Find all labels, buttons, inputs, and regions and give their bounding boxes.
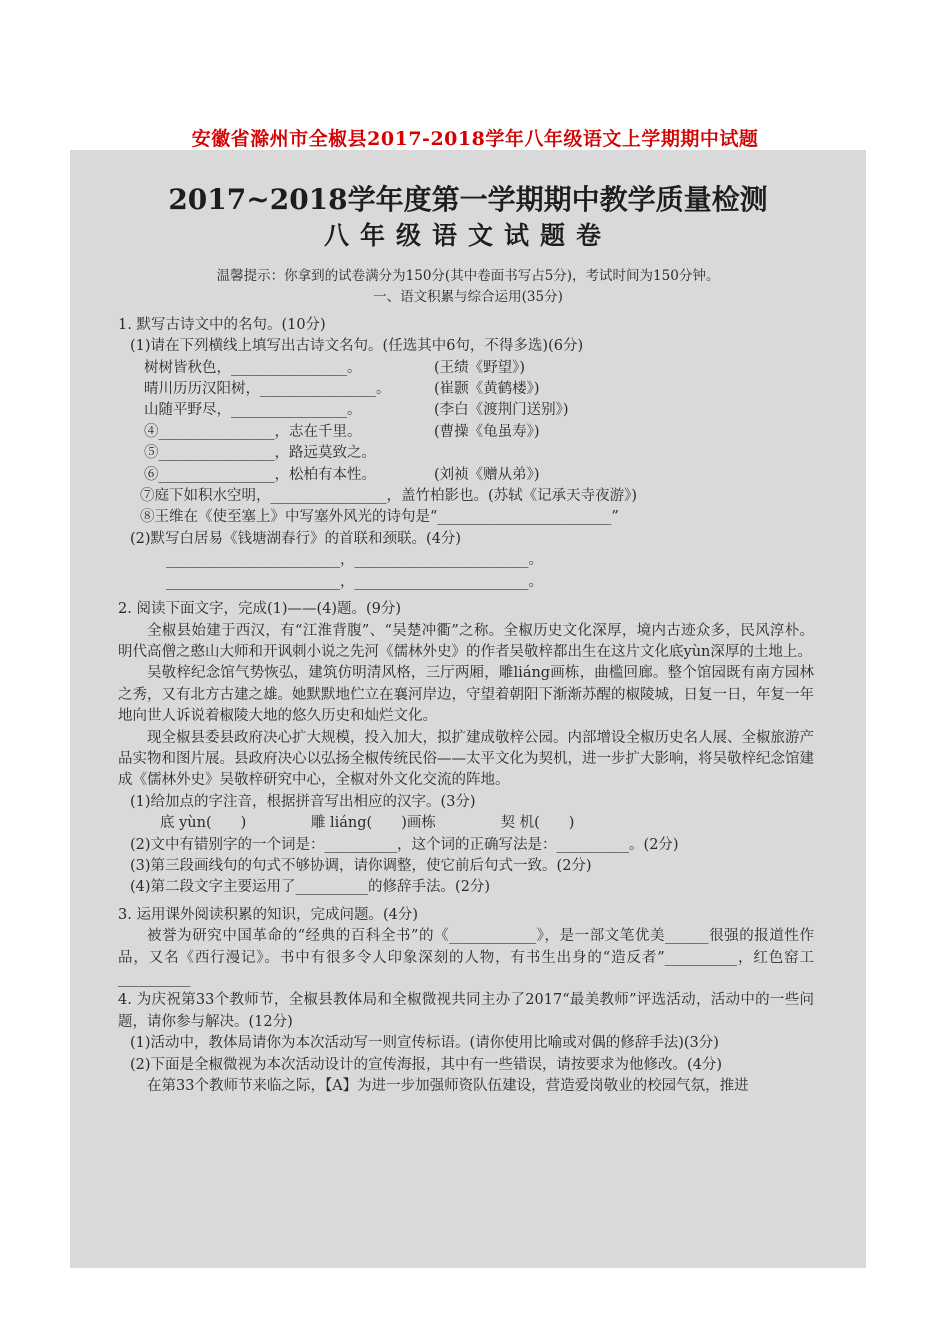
- question-1-sub2: (2)默写白居易《钱塘湖春行》的首联和颈联。(4分): [130, 530, 462, 547]
- section-heading: 一、语文积累与综合运用(35分): [373, 289, 563, 306]
- poem-line: [118, 422, 818, 443]
- poem-text: ④________________，志在千里。: [144, 423, 362, 440]
- poem-text: ⑤________________，路远莫致之。: [144, 445, 376, 462]
- question-1-sub1: (1)请在下列横线上填写出古诗文名句。(任选其中6句，不得多选)(6分): [130, 338, 584, 355]
- exam-subtitle: 八年级语文试题卷: [323, 221, 612, 250]
- pinyin-row: [118, 813, 818, 834]
- exam-paper: [118, 182, 818, 1097]
- poem-text: 山随平野尽，________________。: [144, 402, 362, 419]
- poem-line-8: ⑧王维在《使至塞上》中写塞外风光的诗句是“________________________”: [140, 509, 619, 526]
- reading-paragraph-1: 全椒县始建于西汉，有“江淮背腹”、“吴楚冲衢”之称。全椒历史文化深厚，境内古迹众多，民风淳朴。明代高僧之憨山大师和开讽刺小说之先河《儒林外史》的作者吴敬梓都出生在这片文化底yùn深厚的土地上。: [118, 622, 814, 660]
- exam-title: 2017~2018学年度第一学期期中教学质量检测: [168, 183, 768, 216]
- poem-source: (刘祯《赠从弟》): [434, 466, 540, 483]
- poem-text: ⑥________________，松柏有本性。: [144, 466, 376, 483]
- question-4-sub2: (2)下面是全椒微视为本次活动设计的宣传海报，其中有一些错误，请按要求为他修改。(4分): [130, 1056, 723, 1073]
- pinyin-item: 底 yùn( ): [160, 815, 247, 832]
- question-4-text: 在第33个教师节来临之际，【A】为进一步加强师资队伍建设，营造爱岗敬业的校园气氛，推进: [147, 1078, 749, 1095]
- question-2-sub2: (2)文中有错别字的一个词是：__________，这个词的正确写法是：__________。(2分): [130, 836, 679, 853]
- question-2-title: 2. 阅读下面文字，完成(1)——(4)题。(9分): [118, 601, 402, 618]
- poem-line: [118, 400, 818, 421]
- exam-tip: 温馨提示：你拿到的试卷满分为150分(其中卷面书写占5分)，考试时间为150分钟。: [216, 268, 720, 284]
- question-4-title: 4. 为庆祝第33个教师节，全椒县教体局和全椒微视共同主办了2017“最美教师”评选活动，活动中的一些问题，请你参与解决。(12分): [118, 992, 814, 1030]
- poem-source: (李白《渡荆门送别》): [434, 402, 569, 419]
- poem-source: (崔颢《黄鹤楼》): [434, 381, 540, 398]
- reading-paragraph-2: 吴敬梓纪念馆气势恢弘，建筑仿明清风格，三厅两厢，雕liáng画栋，曲槛回廊。整个馆园既有南方园林之秀，又有北方古建之雄。她默默地伫立在襄河岸边，守望着朝阳下渐渐苏醒的椒陵城，日复一日，年复一年地向世人诉说着椒陵大地的悠久历史和灿烂文化。: [118, 665, 814, 725]
- question-1-title: 1. 默写古诗文中的名句。(10分): [118, 316, 326, 333]
- reading-paragraph-3: 现全椒县委县政府决心扩大规模，投入加大，拟扩建成敬梓公园。内部增设全椒历史名人展、全椒旅游产品实物和图片展。县政府决心以弘扬全椒传统民俗——太平文化为契机，进一步扩大影响，将吴敬梓纪念馆建成《儒林外史》吴敬梓研究中心，全椒对外文化交流的阵地。: [118, 729, 814, 789]
- question-2-sub1: (1)给加点的字注音，根据拼音写出相应的汉字。(3分): [130, 793, 476, 810]
- document-title: 安徽省滁州市全椒县2017-2018学年八年级语文上学期期中试题: [191, 128, 759, 150]
- question-3-text: 被誉为研究中国革命的“经典的百科全书”的《____________》，是一部文笔优美______很强的报道性作品，又名《西行漫记》。书中有很多令人印象深刻的人物，有书生出身的“造反者”__________，红色窑工__________: [118, 928, 814, 987]
- poem-line-7: ⑦庭下如积水空明，________________，盖竹柏影也。(苏轼《记承天寺夜游》): [140, 488, 638, 505]
- poem-line: [118, 443, 818, 464]
- poem-text: 树树皆秋色，________________。: [144, 359, 362, 376]
- answer-blank: ________________________，________________________。: [166, 573, 543, 590]
- pinyin-item: 雕 liáng( )画栋: [310, 815, 436, 832]
- poem-line: [118, 379, 818, 400]
- scanned-exam-page: [70, 150, 866, 1268]
- question-4-sub1: (1)活动中，教体局请你为本次活动写一则宣传标语。(请你使用比喻或对偶的修辞手法)(3分): [130, 1035, 719, 1052]
- pinyin-item: 契 机( ): [500, 815, 575, 832]
- question-2-sub4: (4)第二段文字主要运用了__________的修辞手法。(2分): [130, 879, 491, 896]
- poem-line: [118, 358, 818, 379]
- question-3-title: 3. 运用课外阅读积累的知识，完成问题。(4分): [118, 906, 418, 923]
- poem-line: [118, 465, 818, 486]
- poem-text: 晴川历历汉阳树，________________。: [144, 381, 391, 398]
- answer-blank: ________________________，________________________。: [166, 552, 543, 569]
- poem-source: (曹操《龟虽寿》): [434, 423, 540, 440]
- question-2-sub3: (3)第三段画线句的句式不够协调，请你调整，使它前后句式一致。(2分): [130, 857, 592, 874]
- poem-source: (王绩《野望》): [434, 359, 526, 376]
